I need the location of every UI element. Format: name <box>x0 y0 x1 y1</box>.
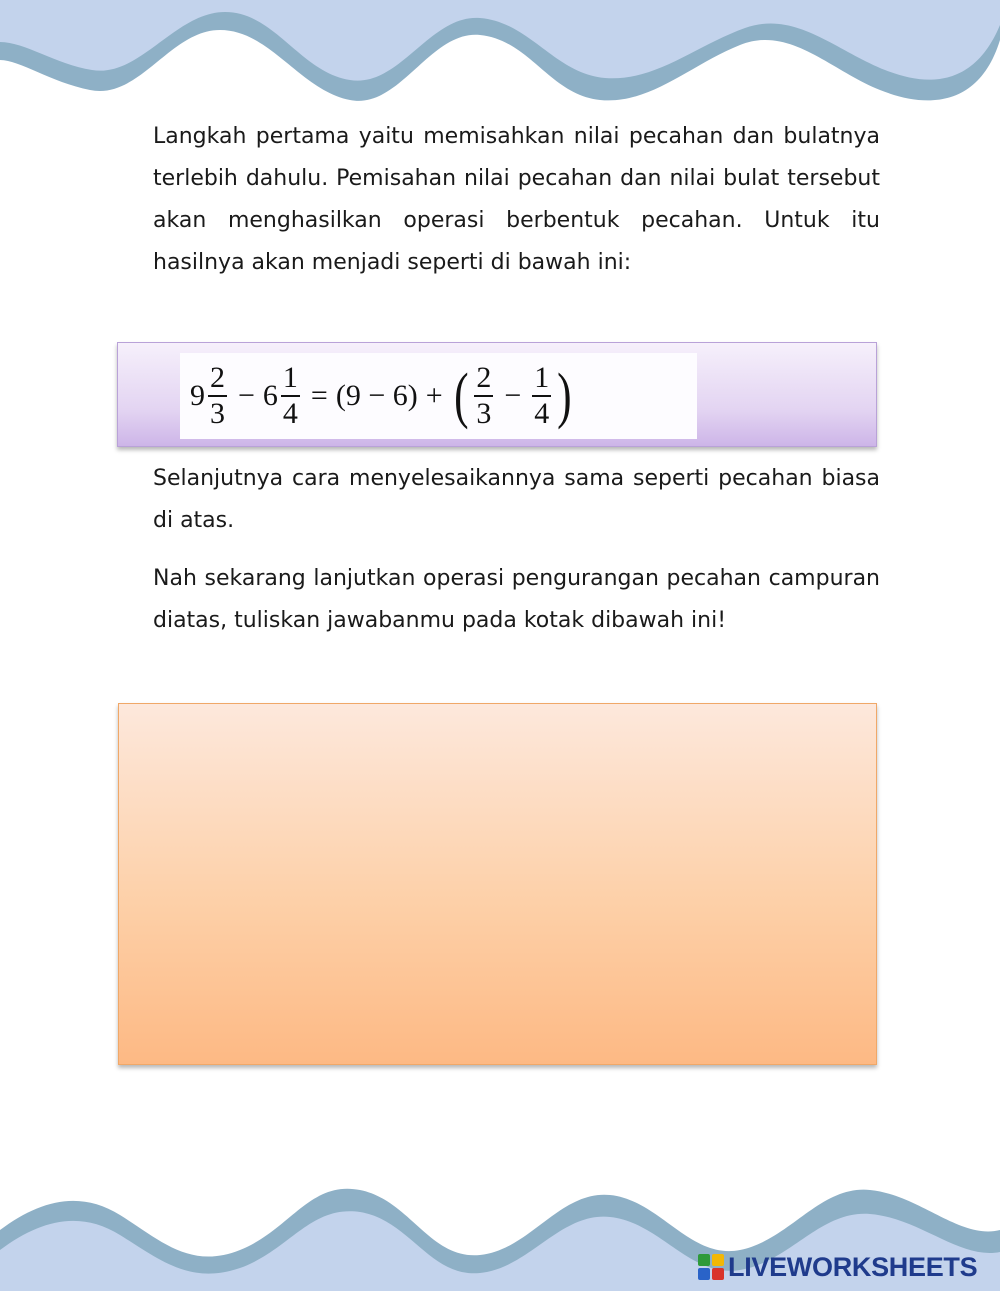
formula-box <box>117 342 877 447</box>
next-step-paragraph: Selanjutnya cara menyelesaikannya sama seperti pecahan biasa di atas. <box>153 466 880 533</box>
answer-input[interactable] <box>119 704 876 1064</box>
minus-operator: − <box>238 379 255 412</box>
equals-operator: = <box>310 379 328 412</box>
instruction-paragraph: Nah sekarang lanjutkan operasi pengurangan pecahan campuran diatas, tuliskan jawabanmu pada kotak dibawah ini! <box>153 566 880 633</box>
top-wave-decoration <box>0 0 1000 120</box>
liveworksheets-logo-icon <box>698 1254 724 1280</box>
formula-image <box>180 353 697 439</box>
fraction-2-3-b: $\frac{2}{3}$ <box>476 361 492 430</box>
whole-number-9: 9 <box>190 379 205 412</box>
whole-number-6: 6 <box>262 379 278 412</box>
intro-paragraph: Langkah pertama yaitu memisahkan nilai pecahan dan bulatnya terlebih dahulu. Pemisahan nilai pecahan dan nilai bulat tersebut akan menghasilkan operasi berbentuk pecahan. Untuk itu hasilnya akan menjadi seperti di bawah ini: <box>153 124 880 275</box>
formula-expression <box>190 353 575 439</box>
close-paren: ) <box>557 362 572 430</box>
fraction-1-4-b: $\frac{1}{4}$ <box>534 361 550 430</box>
grouped-whole-difference: (9 − 6) <box>335 379 418 412</box>
fraction-2-3: $\frac{2}{3}$ <box>210 361 225 430</box>
answer-box[interactable] <box>118 703 877 1065</box>
liveworksheets-logo <box>698 1250 977 1284</box>
open-paren: ( <box>453 362 469 430</box>
liveworksheets-logo-text: LIVEWORKSHEETS <box>728 1251 978 1282</box>
plus-operator: + <box>425 379 443 412</box>
fraction-1-4: $\frac{1}{4}$ <box>282 361 298 430</box>
minus-operator-2: − <box>504 379 522 412</box>
